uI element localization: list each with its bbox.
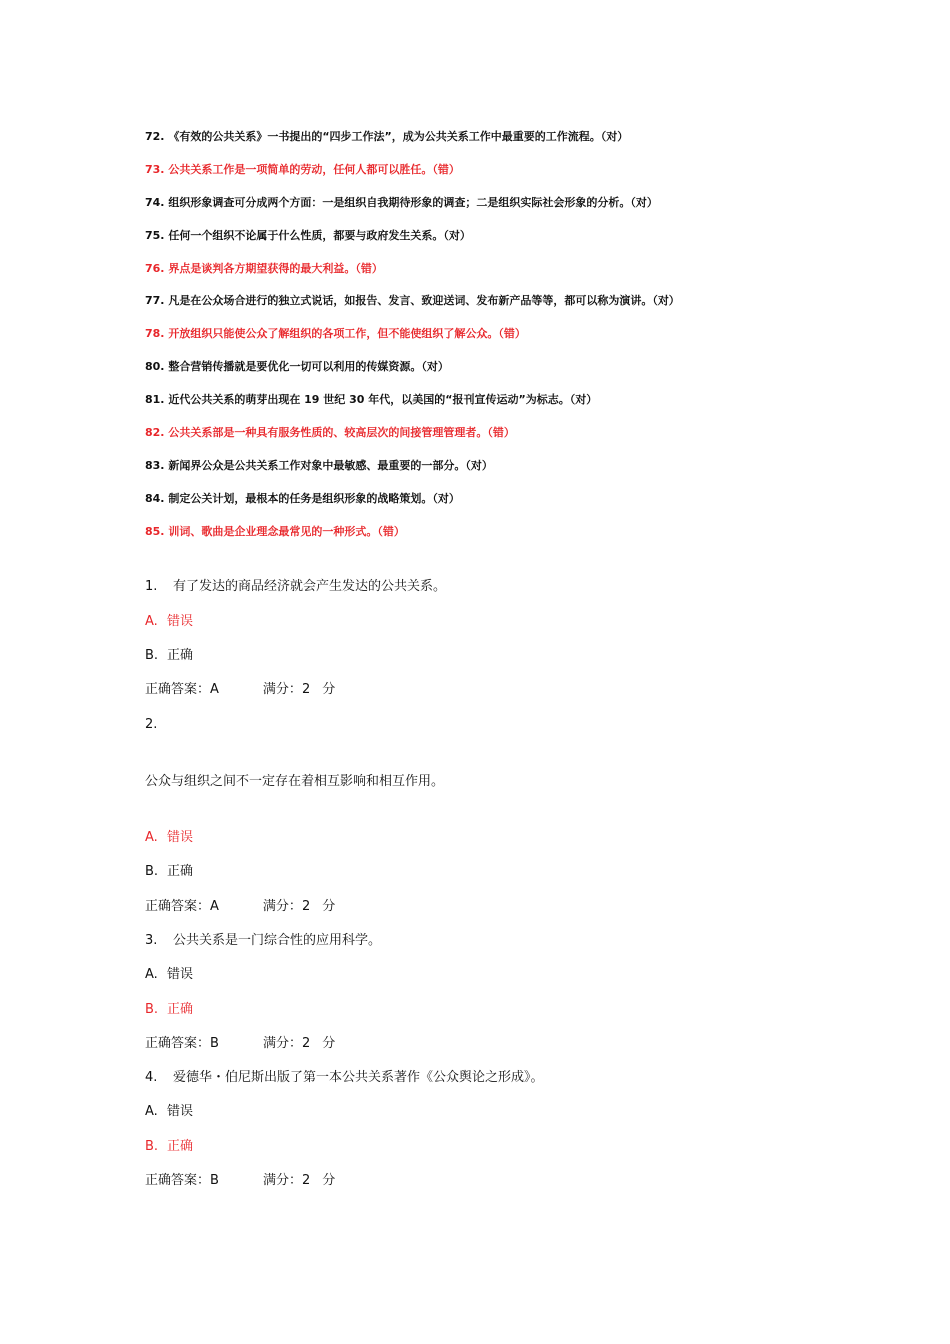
answer-value: A xyxy=(210,899,219,914)
score-value: 2 xyxy=(301,899,311,914)
question-text: 公共关系是一门综合性的应用科学。 xyxy=(173,933,382,948)
score-unit: 分 xyxy=(322,1173,336,1188)
tf-item-75: 75. 任何一个组织不论属于什么性质，都要与政府发生关系。（对） xyxy=(145,228,471,242)
tf-item-80: 80. 整合营销传播就是要优化一切可以利用的传媒资源。（对） xyxy=(145,360,449,374)
tf-item-78: 78. 开放组织只能使公众了解组织的各项工作，但不能使组织了解公众。（错） xyxy=(145,327,526,341)
answer-label: 正确答案： xyxy=(145,1036,211,1051)
option-text: 正确 xyxy=(167,1002,194,1017)
question-text: 公众与组织之间不一定存在着相互影响和相互作用。 xyxy=(145,774,445,789)
score-label: 满分： xyxy=(262,1173,302,1188)
answer-line xyxy=(145,680,335,700)
option-a xyxy=(145,612,193,632)
answer-label: 正确答案： xyxy=(145,682,211,697)
score-value: 2 xyxy=(301,1173,311,1188)
tf-item-72: 72. 《有效的公共关系》一书提出的“四步工作法”，成为公共关系工作中最重要的工作流程。（对） xyxy=(145,130,629,143)
tf-item-76: 76. 界点是谈判各方期望获得的最大利益。（错） xyxy=(145,261,383,275)
question-3 xyxy=(145,931,381,951)
answer-value: B xyxy=(210,1173,219,1188)
option-b xyxy=(145,1137,193,1157)
score-unit: 分 xyxy=(322,899,336,914)
option-b xyxy=(145,646,193,666)
answer-line xyxy=(145,897,335,917)
option-letter: B. xyxy=(145,864,159,879)
option-a xyxy=(145,828,193,848)
tf-item-84: 84. 制定公关计划，最根本的任务是组织形象的战略策划。（对） xyxy=(145,491,460,505)
question-number: 3. xyxy=(145,933,158,948)
tf-item-83: 83. 新闻界公众是公共关系工作对象中最敏感、最重要的一部分。（对） xyxy=(145,458,493,472)
score-label: 满分： xyxy=(262,899,302,914)
question-2-number xyxy=(145,715,157,735)
true-false-list xyxy=(145,128,905,556)
question-2 xyxy=(145,772,444,792)
answer-value: A xyxy=(210,682,219,697)
option-letter: A. xyxy=(145,967,158,982)
option-text: 错误 xyxy=(167,967,194,982)
option-b xyxy=(145,1000,193,1020)
option-letter: A. xyxy=(145,830,158,845)
score-unit: 分 xyxy=(322,682,336,697)
score-value: 2 xyxy=(301,682,311,697)
question-1 xyxy=(145,577,446,597)
tf-item-85: 85. 训词、歌曲是企业理念最常见的一种形式。（错） xyxy=(145,524,405,538)
tf-item-73: 73. 公共关系工作是一项简单的劳动，任何人都可以胜任。（错） xyxy=(145,162,460,176)
option-text: 错误 xyxy=(167,614,194,629)
tf-item-81: 81. 近代公共关系的萌芽出现在 19 世纪 30 年代，以美国的“报刊宣传运动”为标志。（对） xyxy=(145,393,598,407)
answer-line xyxy=(145,1171,335,1191)
question-4 xyxy=(145,1068,544,1088)
option-a xyxy=(145,1102,193,1122)
question-number: 4. xyxy=(145,1070,158,1085)
tf-item-74: 74. 组织形象调查可分成两个方面：一是组织自我期待形象的调查；二是组织实际社会形象的分析。（对） xyxy=(145,195,658,209)
option-letter: B. xyxy=(145,1139,159,1154)
question-text: 有了发达的商品经济就会产生发达的公共关系。 xyxy=(173,579,447,594)
answer-label: 正确答案： xyxy=(145,1173,211,1188)
question-number: 2. xyxy=(145,717,158,732)
answer-label: 正确答案： xyxy=(145,899,211,914)
option-text: 错误 xyxy=(167,1104,194,1119)
option-text: 正确 xyxy=(167,864,194,879)
option-text: 正确 xyxy=(167,1139,194,1154)
score-label: 满分： xyxy=(262,682,302,697)
option-text: 正确 xyxy=(167,648,194,663)
option-letter: B. xyxy=(145,1002,159,1017)
option-letter: A. xyxy=(145,1104,158,1119)
question-number: 1. xyxy=(145,579,158,594)
question-text: 爱德华・伯尼斯出版了第一本公共关系著作《公众舆论之形成》。 xyxy=(173,1070,544,1085)
option-letter: A. xyxy=(145,614,158,629)
tf-item-82: 82. 公共关系部是一种具有服务性质的、较高层次的间接管理管理者。（错） xyxy=(145,426,515,440)
answer-value: B xyxy=(210,1036,219,1051)
tf-item-77: 77. 凡是在公众场合进行的独立式说话，如报告、发言、致迎送词、发布新产品等等，都可以称为演讲。（对） xyxy=(145,294,680,308)
score-label: 满分： xyxy=(262,1036,302,1051)
option-letter: B. xyxy=(145,648,159,663)
option-text: 错误 xyxy=(167,830,194,845)
option-a xyxy=(145,965,193,985)
score-value: 2 xyxy=(301,1036,311,1051)
answer-line xyxy=(145,1034,335,1054)
score-unit: 分 xyxy=(322,1036,336,1051)
option-b xyxy=(145,862,193,882)
